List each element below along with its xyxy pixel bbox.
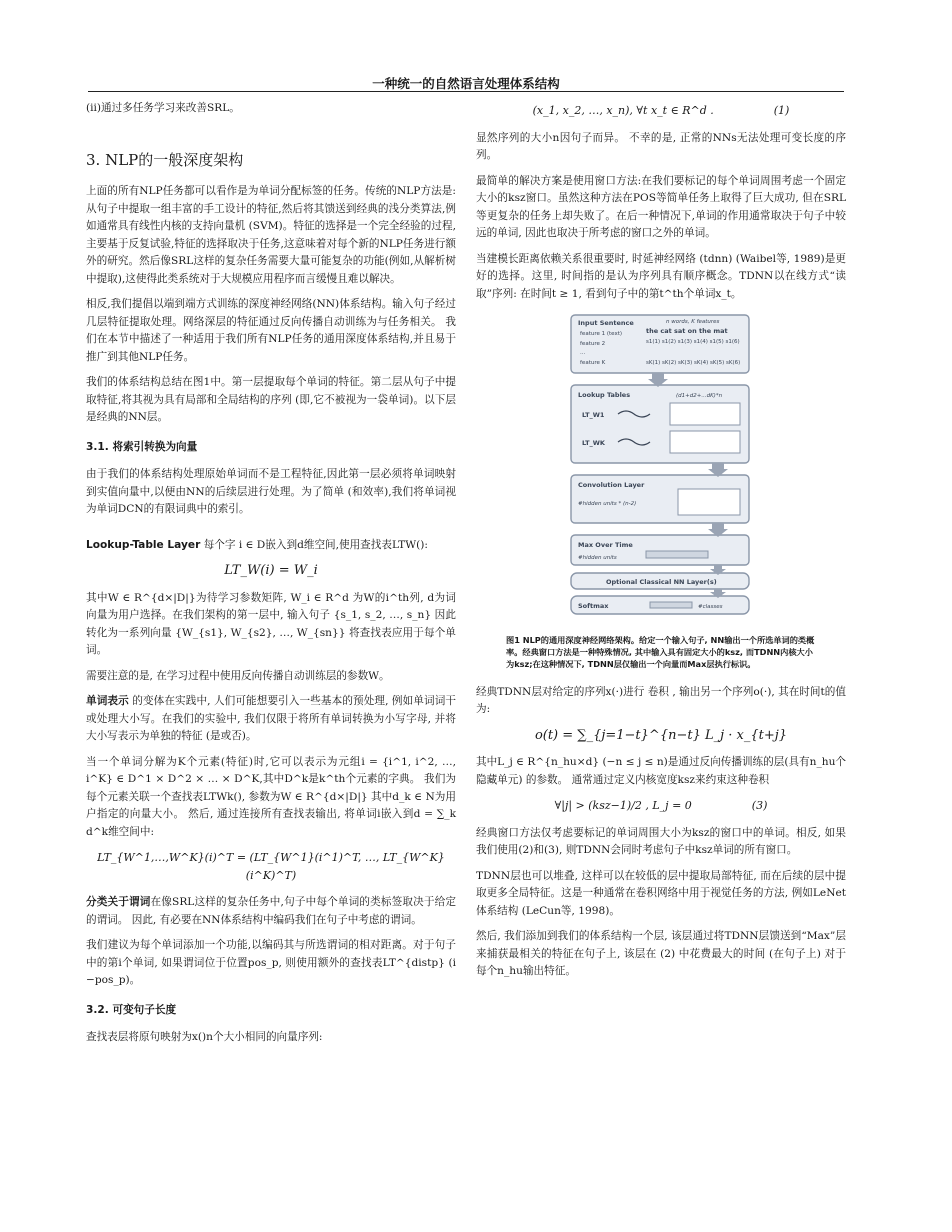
equation-concat: LT_{W^1,…,W^K}(i)^T = (LT_{W^1}(i^1)^T, …, LT_{W^K}(i^K)^T) [97, 851, 445, 882]
running-header: 一种统一的自然语言处理体系结构 [372, 76, 560, 91]
paragraph: 由于我们的体系结构处理原始单词而不是工程特征,因此第一层必须将单词映射到实值向量中,以便由NN的后续层进行处理。为了简单 (和效率),我们将单词视为单词DCN的有限词典中的索引。 [86, 468, 456, 515]
paragraph: 显然序列的大小n因句子而异。 不幸的是, 正常的NNs无法处理可变长度的序列。 [476, 131, 846, 161]
input-hint: n words, K features [666, 319, 720, 325]
feature-row-1: s1(1) s1(2) s1(3) s1(4) s1(5) s1(6) [646, 339, 740, 345]
bold-term: 分类关于谓词 [86, 896, 151, 908]
equation-3-body: ∀|j| > (ksz−1)/2 , L_j = 0 [554, 799, 692, 812]
paragraph: 查找表层将原句映射为x()n个大小相同的向量序列: [86, 1031, 323, 1043]
paragraph: 当一个单词分解为K个元素(特征)时,它可以表示为元组i = {i^1, i^2, …, i^K} ∈ D^1 × D^2 × … × D^K,其中D^k是k^th个元素的字典。 我们为每个元素关联一个查找表LTWk(), 参数为W ∈ R^{d×|D|} 其中d_k ∈ N为用户指定的向量大小。 然后, 通过连接所有查找表输出, 将单词i嵌入到d = ∑_k d^k维空间中: [86, 755, 456, 838]
convolution-title: Convolution Layer [578, 481, 645, 489]
max-over-time-title: Max Over Time [578, 541, 633, 549]
paragraph-text: 的变体在实践中, 人们可能想要引入一些基本的预处理, 例如单词词干或处理大小写。在我们的实验中, 我们仅限于将所有单词转换为小写字母, 并将大小写表示为单独的特征 (是或否)。 [86, 695, 457, 742]
feature-k-label: feature K [580, 360, 606, 366]
paragraph: 我们的体系结构总结在图1中。第一层提取每个单词的特征。第二层从句子中提取特征,将其视为具有局部和全局结构的序列 (即,它不被视为一袋单词)。以下层是经典的NN层。 [86, 376, 456, 423]
left-column [86, 100, 456, 1055]
lookup-vector-block [670, 431, 740, 453]
paragraph: 然后, 我们添加到我们的体系结构一个层, 该层通过将TDNN层馈送到“Max”层来捕获最相关的特征在句子上, 该层在 (2) 中花费最大的时间 (在句子上) 对于每个n_hu输出特征。 [476, 930, 846, 977]
paragraph: TDNN层也可以堆叠, 这样可以在较低的层中提取局部特征, 而在后续的层中提取更多全局特征。这是一种通常在卷积网络中用于视觉任务的方法, 例如LeNet体系结构 (LeCun等, 1998)。 [476, 869, 846, 917]
feature-2-label: feature 2 [580, 341, 606, 347]
lt-w1-label: LT_W1 [582, 411, 605, 419]
architecture-diagram [566, 311, 756, 621]
lookup-table-text: 每个字 i ∈ D嵌入到d维空间,使用查找表LTW(): [200, 538, 428, 551]
paragraph: 经典窗口方法仅考虑要标记的单词周围大小为ksz的窗口中的单词。相反, 如果我们使用(2)和(3), 则TDNN会同时考虑句子中ksz单词的所有窗口。 [476, 826, 846, 856]
softmax-label: Softmax [578, 602, 609, 610]
lookup-hint: (d1+d2+...dK)*n [676, 393, 723, 399]
input-sentence-title: Input Sentence [578, 319, 634, 327]
paragraph: 相反,我们提倡以端到端方式训练的深度神经网络(NN)体系结构。输入句子经过几层特征提取处理。网络深层的特征通过反向传播自动训练为与任务相关。 我们在本节中描述了一种适用于我们所有NLP任务的通用深度体系结构,并且易于推广到其他NLP任务。 [86, 298, 456, 363]
convolution-hint: #hidden units * (n-2) [578, 501, 637, 507]
section-3-1-title: 3.1. 将索引转换为向量 [86, 440, 198, 453]
paragraph: 需要注意的是, 在学习过程中使用反向传播自动训练层的参数W。 [86, 669, 390, 682]
lookup-table-paragraph [86, 537, 456, 555]
word-representation-paragraph [86, 693, 456, 746]
optional-layers-label: Optional Classical NN Layer(s) [606, 578, 717, 586]
predicate-paragraph [86, 894, 456, 929]
equation-3-number: (3) [751, 799, 768, 812]
equation-1 [476, 102, 846, 120]
softmax-output [650, 602, 692, 608]
equation-3 [476, 797, 846, 815]
paragraph: 我们建议为每个单词添加一个功能,以编码其与所选谓词的相对距离。对于句子中的第i个单词, 如果谓词位于位置pos_p, 则使用额外的查找表LT^{distp} (i −pos_p)。 [86, 939, 456, 986]
equation-2: o(t) = ∑_{j=1−t}^{n−t} L_j · x_{t+j} [534, 727, 788, 743]
softmax-classes: #classes [698, 604, 723, 610]
lookup-table-label: Lookup-Table Layer [86, 538, 201, 551]
section-3-title: 3. NLP的一般深度架构 [86, 150, 244, 169]
paragraph: 经典TDNN层对给定的序列x(·)进行 卷积 , 输出另一个序列o(·), 其在时间t的值为: [476, 685, 846, 715]
figure-1 [566, 311, 756, 628]
paragraph: 其中W ∈ R^{d×|D|}为待学习参数矩阵, W_i ∈ R^d 为W的i^th列, d为词向量为用户选择。在我们架构的第一层中, 输入句子 {s_1, s_2, …, s_n} 因此转化为一系列向量 {W_{s1}, W_{s2}, …, W_{sn}} 将查找表应用于每个单词。 [86, 591, 456, 656]
lookup-tables-title: Lookup Tables [578, 391, 631, 399]
lt-wk-label: LT_WK [582, 439, 605, 447]
paragraph: 其中L_j ∈ R^{n_hu×d} (−n ≤ j ≤ n)是通过反向传播训练的层(具有n_hu个隐藏单元) 的参数。 通常通过定义内核宽度ksz来约束这种卷积 [476, 756, 847, 786]
convolution-output [678, 489, 740, 515]
paragraph: 上面的所有NLP任务都可以看作是为单词分配标签的任务。传统的NLP方法是:从句子中提取一组丰富的手工设计的特征,然后将其馈送到经典的浅分类算法,例如通常具有线性内核的支持向量机 (SVM)。特征的选择是一个完全经验的过程,主要基于反复试验,特征的选择取决于任务,这意味着对每个新的NLP任务进行额外的研究。然后像SRL这样的复杂任务需要大量可能复杂的功能(例如,从解析树中提取),这使得此类系统对于大规模应用程序而言缓慢且难以解决。 [86, 185, 456, 285]
equation-lookup: LT_W(i) = W_i [224, 563, 318, 578]
max-hint: #hidden units [578, 555, 617, 561]
feature-1-label: feature 1 (text) [580, 331, 622, 337]
paragraph: 最简单的解决方案是使用窗口方法:在我们要标记的每个单词周围考虑一个固定大小的ksz窗口。虽然这种方法在POS等简单任务上取得了巨大成功, 但在SRL等更复杂的任务上却失败了。在后一种情况下,单词的作用通常取决于句子中较远的单词, 因此也取决于所考虑的窗口之外的单词。 [476, 174, 846, 239]
max-output [646, 551, 708, 558]
paragraph: 当建模长距离依赖关系很重要时, 时延神经网络 (tdnn) (Waibel等, 1989)是更好的选择。这里, 时间指的是认为序列具有顺序概念。TDNN以在线方式“读取”序列: 在时间t ≥ 1, 看到句子中的第t^th个单词x_t。 [476, 252, 846, 300]
feature-row-k: sK(1) sK(2) sK(3) sK(4) sK(5) sK(6) [646, 360, 741, 366]
header-rule [88, 91, 844, 92]
paragraph-text: 在像SRL这样的复杂任务中,句子中每个单词的类标签取决于给定的谓词。 因此, 有必要在NN体系结构中编码我们在句子中考虑的谓词。 [86, 896, 457, 926]
equation-1-body: (x_1, x_2, …, x_n), ∀t x_t ∈ R^d . [532, 104, 714, 117]
figure-1-caption: 图1 NLP的通用深度神经网络架构。给定一个输入句子, NN输出一个所选单词的类概率。经典窗口方法是一种特殊情况, 其中输入具有固定大小的ksz, 而TDNN内核大小为ksz;在这种情况下, TDNN层仅输出一个向量而Max层执行标识。 [506, 634, 815, 669]
feature-dots: ... [580, 350, 586, 356]
section-3-2-title: 3.2. 可变句子长度 [86, 1003, 177, 1016]
equation-1-number: (1) [773, 104, 790, 117]
lookup-vector-block [670, 403, 740, 425]
right-column [476, 100, 846, 989]
input-sentence: the cat sat on the mat [646, 327, 728, 335]
intro-line: (ii)通过多任务学习来改善SRL。 [86, 102, 240, 114]
bold-term: 单词表示 [86, 695, 129, 707]
